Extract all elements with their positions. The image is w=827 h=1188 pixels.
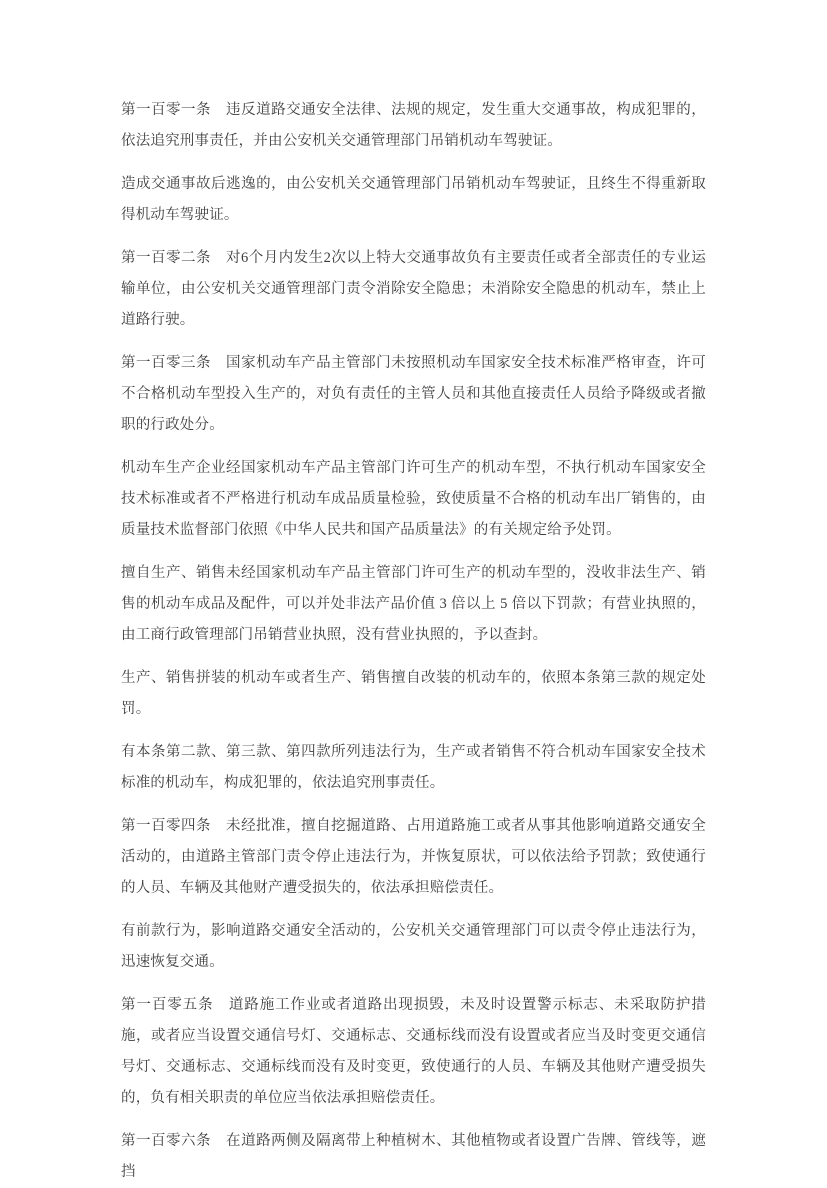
- article-105-clause-1: 第一百零五条 道路施工作业或者道路出现损毁，未及时设置警示标志、未采取防护措施，或者应当设置交通信号灯、交通标志、交通标线而没有设置或者应当及时变更交通信号灯、交通标志、交通标线而没有及时变更，致使通行的人员、车辆及其他财产遭受损失的，负有相关职责的单位应当依法承担赔偿责任。: [121, 997, 706, 1106]
- article-103-clause-4: 生产、销售拼装的机动车或者生产、销售擅自改装的机动车的，依照本条第三款的规定处罚。: [121, 670, 706, 717]
- article-103-clause-1: 第一百零三条 国家机动车产品主管部门未按照机动车国家安全技术标准严格审查，许可不合格机动车型投入生产的，对负有责任的主管人员和其他直接责任人员给予降级或者撤职的行政处分。: [121, 355, 706, 433]
- article-102-clause-1: 第一百零二条 对6个月内发生2次以上特大交通事故负有主要责任或者全部责任的专业运输单位，由公安机关交通管理部门责令消除安全隐患；未消除安全隐患的机动车，禁止上道路行驶。: [121, 250, 706, 328]
- article-106-clause-1-truncated: 第一百零六条 在道路两侧及隔离带上种植树木、其他植物或者设置广告牌、管线等，遮挡: [121, 1133, 706, 1180]
- article-103-clause-5: 有本条第二款、第三款、第四款所列违法行为，生产或者销售不符合机动车国家安全技术标准的机动车，构成犯罪的，依法追究刑事责任。: [121, 744, 706, 791]
- article-104-clause-2: 有前款行为，影响道路交通安全活动的，公安机关交通管理部门可以责令停止违法行为，迅速恢复交通。: [121, 923, 706, 970]
- article-101-clause-1: 第一百零一条 违反道路交通安全法律、法规的规定，发生重大交通事故，构成犯罪的，依法追究刑事责任，并由公安机关交通管理部门吊销机动车驾驶证。: [121, 102, 706, 149]
- article-104-clause-1: 第一百零四条 未经批准，擅自挖掘道路、占用道路施工或者从事其他影响道路交通安全活动的，由道路主管部门责令停止违法行为，并恢复原状，可以依法给予罚款；致使通行的人员、车辆及其他财产遭受损失的，依法承担赔偿责任。: [121, 818, 706, 896]
- article-103-clause-2: 机动车生产企业经国家机动车产品主管部门许可生产的机动车型，不执行机动车国家安全技术标准或者不严格进行机动车成品质量检验，致使质量不合格的机动车出厂销售的，由质量技术监督部门依照《中华人民共和国产品质量法》的有关规定给予处罚。: [121, 460, 706, 538]
- article-103-clause-3: 擅自生产、销售未经国家机动车产品主管部门许可生产的机动车型的，没收非法生产、销售的机动车成品及配件，可以并处非法产品价值 3 倍以上 5 倍以下罚款；有营业执照的，由工商行政管理部门吊销营业执照，没有营业执照的，予以查封。: [121, 565, 706, 643]
- article-101-clause-2: 造成交通事故后逃逸的，由公安机关交通管理部门吊销机动车驾驶证，且终生不得重新取得机动车驾驶证。: [121, 176, 706, 223]
